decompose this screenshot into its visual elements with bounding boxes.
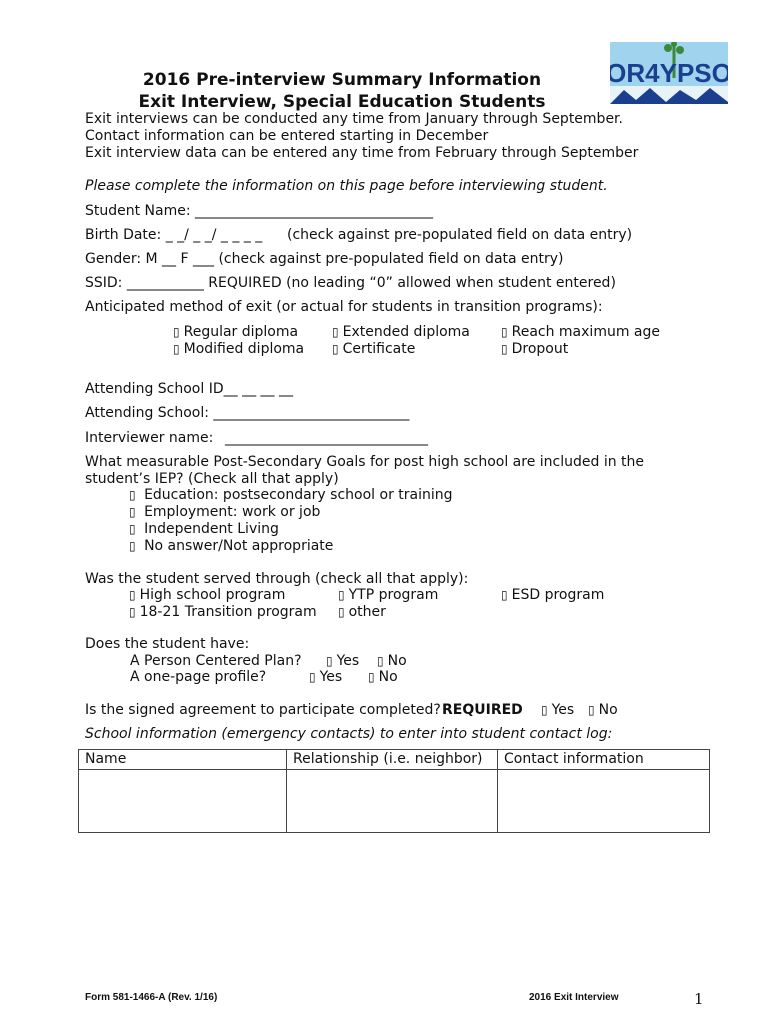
checkbox-icon[interactable]: ▯ <box>129 605 136 619</box>
checkbox-icon[interactable]: ▯ <box>332 325 339 339</box>
have-question: Does the student have: <box>85 636 250 652</box>
intro-line-2: Contact information can be entered starting in December <box>85 128 489 144</box>
checkbox-icon[interactable]: ▯ <box>501 588 508 602</box>
served-question: Was the student served through (check all that apply): <box>85 571 469 587</box>
checkbox-icon[interactable]: ▯ <box>377 654 384 668</box>
goal-employment[interactable]: ▯ Employment: work or job <box>129 504 321 520</box>
agreement-question: Is the signed agreement to participate completed? <box>85 702 441 718</box>
intro-line-1: Exit interviews can be conducted any time from January through September. <box>85 111 623 127</box>
checkbox-icon[interactable]: ▯ <box>541 703 548 717</box>
page-number: 1 <box>694 990 704 1008</box>
name-cell[interactable] <box>79 770 287 833</box>
contacts-table <box>78 749 710 833</box>
option-regular-diploma[interactable]: ▯ Regular diploma <box>173 324 299 340</box>
pcp-no[interactable]: ▯ No <box>377 653 407 669</box>
attending-school-id-field[interactable]: Attending School ID__ __ __ __ <box>85 381 293 397</box>
attending-school-field[interactable]: Attending School: ____________________________ <box>85 405 410 421</box>
logo <box>610 42 728 104</box>
option-dropout[interactable]: ▯ Dropout <box>501 341 569 357</box>
exit-method-question: Anticipated method of exit (or actual for students in transition programs): <box>85 299 603 315</box>
option-modified-diploma[interactable]: ▯ Modified diploma <box>173 341 305 357</box>
page-title-line1: 2016 Pre-interview Summary Information <box>142 70 542 90</box>
agreement-yes[interactable]: ▯ Yes <box>541 702 575 718</box>
gender-field[interactable]: Gender: M __ F ___ (check against pre-populated field on data entry) <box>85 251 564 267</box>
column-header-name: Name <box>79 750 287 770</box>
checkbox-icon[interactable]: ▯ <box>501 342 508 356</box>
table-header-row <box>79 750 710 770</box>
goal-no-answer[interactable]: ▯ No answer/Not appropriate <box>129 538 334 554</box>
goals-question-line1: What measurable Post-Secondary Goals for post high school are included in the <box>85 454 645 470</box>
agreement-no[interactable]: ▯ No <box>588 702 618 718</box>
checkbox-icon[interactable]: ▯ <box>588 703 595 717</box>
table-row <box>79 770 710 833</box>
served-transition[interactable]: ▯ 18-21 Transition program <box>129 604 317 620</box>
checkbox-icon[interactable]: ▯ <box>368 670 375 684</box>
checkbox-icon[interactable]: ▯ <box>129 588 136 602</box>
ssid-field[interactable]: SSID: ___________ REQUIRED (no leading “0” allowed when student entered) <box>85 275 616 291</box>
checkbox-icon[interactable]: ▯ <box>129 522 136 536</box>
checkbox-icon[interactable]: ▯ <box>173 325 180 339</box>
served-ytp[interactable]: ▯ YTP program <box>338 587 439 603</box>
student-name-field[interactable]: Student Name: __________________________________ <box>85 203 434 219</box>
profile-no[interactable]: ▯ No <box>368 669 398 685</box>
checkbox-icon[interactable]: ▯ <box>309 670 316 684</box>
option-extended-diploma[interactable]: ▯ Extended diploma <box>332 324 470 340</box>
checkbox-icon[interactable]: ▯ <box>173 342 180 356</box>
profile-yes[interactable]: ▯ Yes <box>309 669 343 685</box>
intro-line-3: Exit interview data can be entered any time from February through September <box>85 145 639 161</box>
served-other[interactable]: ▯ other <box>338 604 386 620</box>
interviewer-name-label: Interviewer name: <box>85 430 214 446</box>
goal-independent-living[interactable]: ▯ Independent Living <box>129 521 279 537</box>
profile-label: A one-page profile? <box>130 669 267 685</box>
served-esd[interactable]: ▯ ESD program <box>501 587 605 603</box>
logo-text: OR4YPSO <box>610 58 728 88</box>
or4ypso-logo-graphic <box>610 42 728 104</box>
page-title-line2: Exit Interview, Special Education Students <box>138 92 546 112</box>
option-reach-maximum-age[interactable]: ▯ Reach maximum age <box>501 324 660 340</box>
footer-doc-title: 2016 Exit Interview <box>529 992 619 1003</box>
birth-date-note: (check against pre-populated field on data entry) <box>287 227 633 243</box>
column-header-contact-info: Contact information <box>498 750 710 770</box>
checkbox-icon[interactable]: ▯ <box>129 488 136 502</box>
goal-education[interactable]: ▯ Education: postsecondary school or training <box>129 487 453 503</box>
interviewer-name-field[interactable]: _____________________________ <box>225 430 428 446</box>
option-certificate[interactable]: ▯ Certificate <box>332 341 416 357</box>
checkbox-icon[interactable]: ▯ <box>129 505 136 519</box>
checkbox-icon[interactable]: ▯ <box>326 654 333 668</box>
pcp-yes[interactable]: ▯ Yes <box>326 653 360 669</box>
checkbox-icon[interactable]: ▯ <box>501 325 508 339</box>
pcp-label: A Person Centered Plan? <box>130 653 302 669</box>
agreement-required: REQUIRED <box>442 702 523 718</box>
footer-form-number: Form 581-1466-A (Rev. 1/16) <box>85 992 218 1003</box>
contact-info-cell[interactable] <box>498 770 710 833</box>
checkbox-icon[interactable]: ▯ <box>129 539 136 553</box>
checkbox-icon[interactable]: ▯ <box>332 342 339 356</box>
birth-date-field[interactable]: Birth Date: _ _/ _ _/ _ _ _ _ <box>85 227 263 243</box>
served-high-school[interactable]: ▯ High school program <box>129 587 286 603</box>
column-header-relationship: Relationship (i.e. neighbor) <box>287 750 498 770</box>
instruction-text: Please complete the information on this page before interviewing student. <box>85 178 608 194</box>
relationship-cell[interactable] <box>287 770 498 833</box>
goals-question-line2: student’s IEP? (Check all that apply) <box>85 471 339 487</box>
checkbox-icon[interactable]: ▯ <box>338 588 345 602</box>
checkbox-icon[interactable]: ▯ <box>338 605 345 619</box>
contacts-heading: School information (emergency contacts) to enter into student contact log: <box>85 726 613 742</box>
